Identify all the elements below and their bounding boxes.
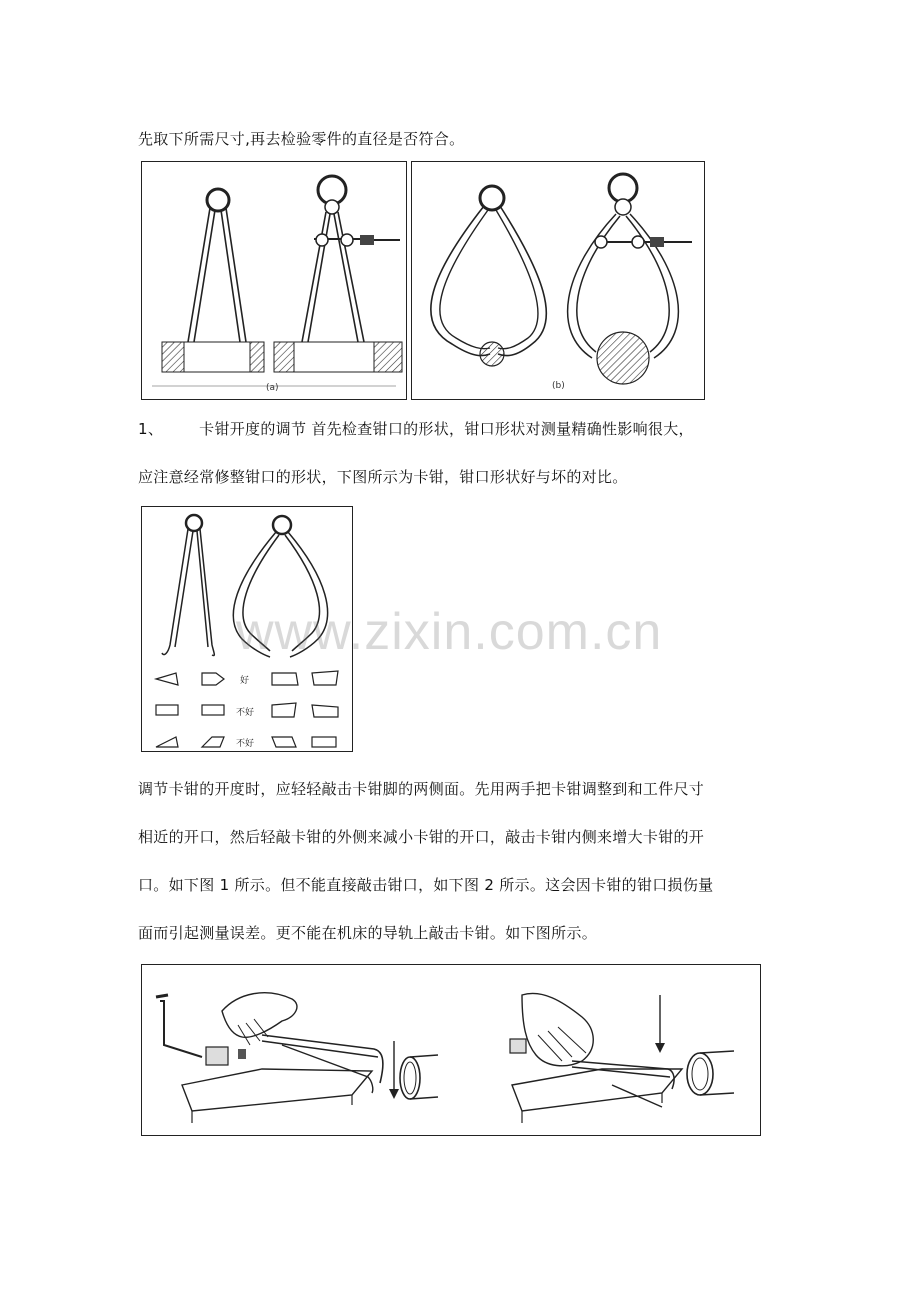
list-text: 卡钳开度的调节 首先检查钳口的形状，钳口形状对测量精确性影响很大，	[199, 420, 694, 438]
figure-outside-caliper	[411, 161, 705, 400]
figure-caption-a: (a)	[266, 383, 279, 393]
label-bad-2: 不好	[236, 739, 255, 749]
list-number: 1、	[138, 420, 164, 438]
label-bad-1: 不好	[236, 708, 255, 718]
paragraph-line-4: 调节卡钳的开度时，应轻轻敲击卡钳脚的两侧面。先用两手把卡钳调整到和工件尺寸	[138, 780, 705, 798]
watermark: www.zixin.com.cn	[236, 603, 663, 661]
paragraph-line-3: 应注意经常修整钳口的形状，下图所示为卡钳，钳口形状好与坏的对比。	[138, 468, 628, 486]
label-good: 好	[240, 676, 250, 686]
paragraph-line-6: 口。如下图 1 所示。但不能直接敲击钳口，如下图 2 所示。这会因卡钳的钳口损伤量	[138, 876, 714, 894]
paragraph-line-7: 面而引起测量误差。更不能在机床的导轨上敲击卡钳。如下图所示。	[138, 924, 598, 942]
paragraph-line-2	[138, 418, 694, 439]
paragraph-line-1: 先取下所需尺寸,再去检验零件的直径是否符合。	[138, 130, 465, 148]
figure-caption-b: (b)	[552, 381, 565, 391]
paragraph-line-5: 相近的开口，然后轻敲卡钳的外侧来减小卡钳的开口，敲击卡钳内侧来增大卡钳的开	[138, 828, 705, 846]
figure-adjusting-caliper	[141, 964, 761, 1136]
figure-inside-caliper	[141, 161, 407, 400]
